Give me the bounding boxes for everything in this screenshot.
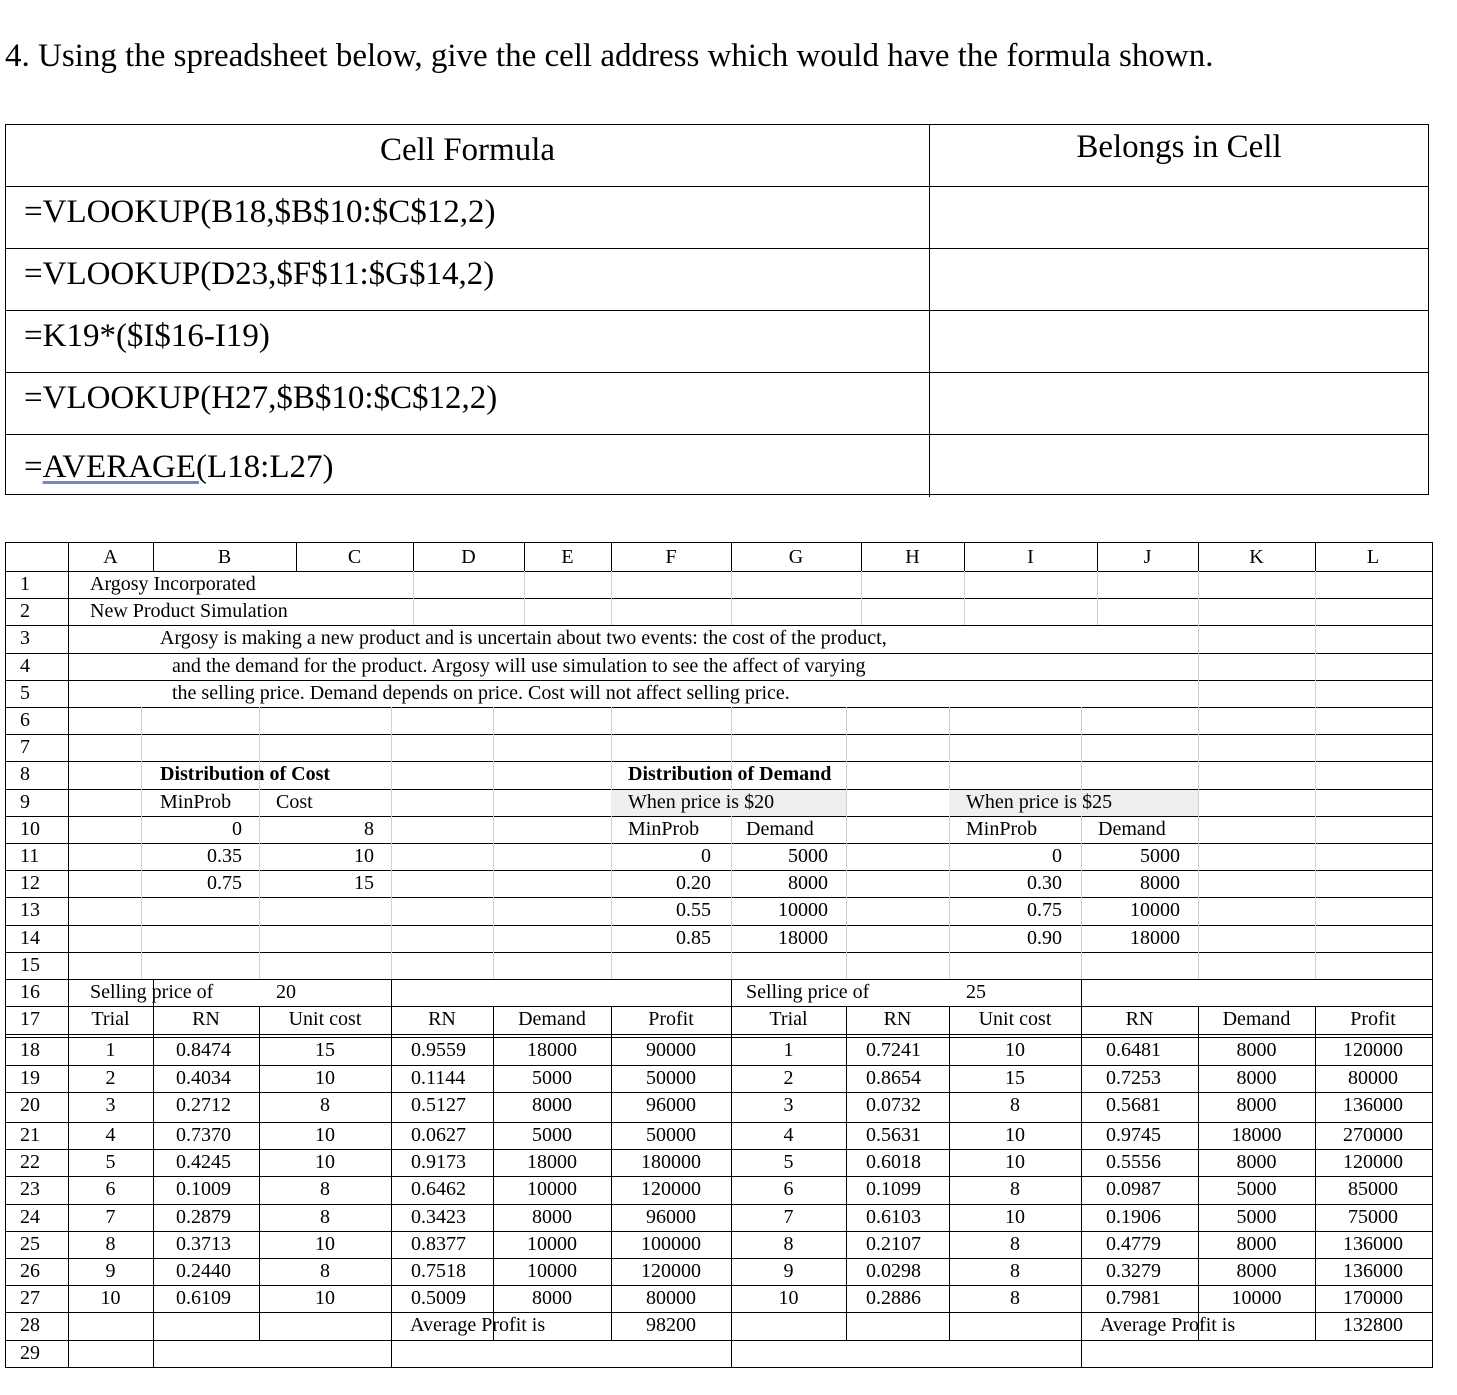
selling-price-value: 25 [966, 981, 986, 1003]
table-column-line [391, 1340, 392, 1368]
unit-cost: 8 [1010, 1287, 1020, 1310]
unit-cost: 10 [1005, 1124, 1025, 1146]
unit-cost: 8 [1010, 1260, 1020, 1282]
table-column-line [1081, 979, 1082, 1006]
grid-line [861, 571, 862, 625]
column-header-divider [1198, 543, 1199, 571]
column-header-c[interactable]: C [347, 546, 362, 568]
column-header-divider [524, 543, 525, 571]
demand: 5000 [1236, 1178, 1277, 1201]
answer-cell[interactable] [930, 249, 1428, 310]
demand: 8000 [1236, 1232, 1277, 1255]
trial-number: 5 [105, 1151, 116, 1174]
trial-number: 4 [783, 1124, 794, 1146]
trial-number: 4 [105, 1124, 116, 1146]
column-header-d[interactable]: D [461, 546, 476, 568]
column-header-divider [1097, 543, 1098, 571]
demand-value: 18000 [1130, 926, 1180, 949]
random-number: 0.9173 [411, 1151, 466, 1174]
random-number: 0.2886 [866, 1287, 921, 1310]
random-number: 0.3423 [411, 1205, 466, 1228]
table-column-line [153, 1340, 154, 1368]
header-cell-formula: Cell Formula [6, 125, 930, 186]
sim-column-header: Profit [648, 1008, 694, 1031]
trial-number: 3 [105, 1093, 116, 1116]
demand: 5000 [1236, 1205, 1277, 1228]
demand: 8000 [1236, 1260, 1277, 1282]
sheet-subtitle: New Product Simulation [90, 600, 288, 623]
average-profit-label: Average Profit is [410, 1314, 546, 1337]
selling-price-label: Selling price of [90, 981, 214, 1003]
unit-cost: 8 [320, 1260, 330, 1282]
row-number[interactable]: 23 [20, 1178, 40, 1201]
row-number[interactable]: 24 [20, 1205, 40, 1228]
profit: 85000 [1348, 1178, 1398, 1201]
unit-cost: 10 [1005, 1039, 1025, 1062]
row-number[interactable]: 4 [20, 654, 30, 677]
sim-column-header: Unit cost [978, 1008, 1052, 1031]
trial-number: 1 [783, 1039, 794, 1062]
grid-line [1198, 571, 1199, 625]
price-20-label: When price is $20 [628, 790, 775, 813]
grid-line [524, 571, 525, 625]
formula-text: =VLOOKUP(B18,$B$10:$C$12,2) [6, 187, 930, 248]
random-number: 0.5556 [1106, 1151, 1161, 1174]
unit-cost: 10 [315, 1287, 335, 1310]
random-number: 0.7253 [1106, 1066, 1161, 1089]
trial-number: 2 [783, 1066, 794, 1089]
average-profit-label: Average Profit is [1100, 1314, 1236, 1337]
row-number[interactable]: 19 [20, 1066, 40, 1089]
profit: 96000 [646, 1205, 696, 1228]
cost-value: 15 [354, 872, 374, 895]
sim-column-header: Trial [769, 1008, 808, 1031]
question-text: 4. Using the spreadsheet below, give the cell address which would have the formula shown. [5, 38, 1214, 74]
random-number: 0.8474 [176, 1039, 231, 1062]
row-number[interactable]: 9 [20, 790, 30, 813]
random-number: 0.3713 [176, 1232, 231, 1255]
formula-row [6, 187, 1428, 249]
average-profit-value: 98200 [646, 1314, 696, 1337]
column-header-k[interactable]: K [1249, 546, 1264, 568]
description-line: the selling price. Demand depends on price. Cost will not affect selling price. [172, 681, 790, 704]
random-number: 0.5681 [1106, 1093, 1161, 1116]
sim-column-header: RN [428, 1008, 456, 1031]
row-number[interactable]: 25 [20, 1232, 40, 1255]
column-label: Cost [276, 790, 313, 813]
column-header-a[interactable]: A [103, 546, 118, 568]
demand: 10000 [527, 1260, 577, 1282]
unit-cost: 10 [1005, 1205, 1025, 1228]
grid-line [1315, 571, 1316, 625]
row-number[interactable]: 18 [20, 1039, 40, 1062]
random-number: 0.9559 [411, 1039, 466, 1062]
unit-cost: 8 [320, 1093, 330, 1116]
description-line: Argosy is making a new product and is uncertain about two events: the cost of the product, [160, 627, 887, 650]
demand-value: 18000 [778, 926, 828, 949]
demand: 10000 [527, 1232, 577, 1255]
profit: 136000 [1343, 1093, 1403, 1116]
row-line [6, 734, 1432, 735]
trial-number: 10 [100, 1287, 121, 1310]
profit: 50000 [646, 1124, 696, 1146]
column-header-divider [296, 543, 297, 571]
random-number: 0.2712 [176, 1093, 231, 1116]
trial-number: 6 [783, 1178, 794, 1201]
cost-minprob-value: 0.75 [207, 872, 242, 895]
grid-line [141, 707, 142, 979]
header-belongs-in-cell: Belongs in Cell [1076, 129, 1282, 165]
random-number: 0.5631 [866, 1124, 921, 1146]
row-number[interactable]: 13 [20, 899, 40, 922]
cost-minprob-value: 0 [232, 817, 242, 840]
row-number[interactable]: 1 [20, 573, 30, 595]
profit: 120000 [641, 1260, 701, 1282]
row-number[interactable]: 20 [20, 1093, 40, 1116]
column-label: Demand [1098, 817, 1166, 840]
unit-cost: 8 [320, 1178, 330, 1201]
grid-line [1315, 625, 1316, 707]
table-column-line [391, 1006, 392, 1339]
random-number: 0.5127 [411, 1093, 466, 1116]
table-column-line [731, 1312, 732, 1368]
double-line [6, 1034, 1432, 1035]
profit: 180000 [641, 1151, 701, 1174]
sim-column-header: RN [883, 1008, 912, 1031]
demand-value: 8000 [1140, 872, 1180, 895]
random-number: 0.6018 [866, 1151, 921, 1174]
row-number[interactable]: 11 [20, 845, 40, 867]
demand: 8000 [532, 1205, 572, 1228]
demand-minprob-value: 0.75 [1027, 899, 1062, 922]
sim-column-header: Unit cost [288, 1008, 362, 1031]
row-line [6, 952, 1432, 953]
row-number[interactable]: 29 [20, 1341, 40, 1364]
demand-value: 10000 [1130, 899, 1180, 922]
formula-text: =K19*($I$16-I19) [6, 311, 930, 372]
demand: 8000 [1236, 1093, 1277, 1116]
demand: 18000 [1231, 1124, 1282, 1146]
sim-column-header: Demand [1222, 1008, 1291, 1031]
trial-number: 10 [778, 1287, 799, 1310]
trial-number: 5 [783, 1151, 794, 1174]
profit: 136000 [1343, 1232, 1403, 1255]
row-number[interactable]: 3 [20, 627, 30, 650]
unit-cost: 10 [315, 1151, 335, 1174]
demand: 5000 [532, 1066, 572, 1089]
trial-number: 7 [783, 1205, 794, 1228]
trial-number: 2 [105, 1066, 116, 1089]
unit-cost: 10 [315, 1066, 335, 1089]
trial-number: 6 [105, 1178, 116, 1201]
random-number: 0.1099 [866, 1178, 921, 1201]
profit: 75000 [1348, 1205, 1398, 1228]
row-number[interactable]: 28 [20, 1314, 40, 1337]
demand-value: 8000 [788, 872, 828, 895]
profit: 270000 [1343, 1124, 1403, 1146]
unit-cost: 15 [315, 1039, 335, 1062]
demand: 8000 [1236, 1151, 1277, 1174]
formula-text: =AVERAGE(L18:L27) [6, 435, 930, 497]
table-column-line [731, 979, 732, 1006]
row-number[interactable]: 12 [20, 872, 40, 895]
row-number[interactable]: 22 [20, 1151, 40, 1174]
demand-minprob-value: 0.85 [676, 926, 711, 949]
formula-table [5, 124, 1429, 495]
demand: 8000 [532, 1093, 572, 1116]
selling-price-value: 20 [276, 981, 296, 1003]
demand-value: 10000 [778, 899, 828, 922]
demand: 8000 [1236, 1066, 1277, 1089]
grid-line [413, 571, 414, 625]
random-number: 0.8654 [866, 1066, 921, 1089]
demand-value: 5000 [788, 845, 828, 867]
grid-line [493, 707, 494, 979]
row-number[interactable]: 2 [20, 600, 30, 623]
profit: 96000 [646, 1093, 696, 1116]
answer-cell[interactable] [930, 187, 1428, 248]
table-top-line [68, 979, 392, 980]
random-number: 0.4245 [176, 1151, 231, 1174]
grid-line [964, 571, 965, 625]
row-number[interactable]: 16 [20, 981, 40, 1003]
table-column-line [846, 1006, 847, 1339]
grid-line [1315, 707, 1316, 979]
random-number: 0.6462 [411, 1178, 466, 1201]
column-header-e[interactable]: E [561, 546, 574, 568]
demand-distribution-title: Distribution of Demand [628, 763, 832, 786]
grid-line [391, 707, 392, 979]
cost-minprob-value: 0.35 [207, 845, 242, 867]
random-number: 0.2107 [866, 1232, 921, 1255]
answer-cell[interactable] [930, 435, 1428, 497]
column-label: MinProb [628, 817, 700, 840]
profit: 90000 [646, 1039, 696, 1062]
sim-column-header: RN [192, 1008, 220, 1031]
demand: 8000 [532, 1287, 572, 1310]
profit: 136000 [1343, 1260, 1403, 1282]
random-number: 0.0298 [866, 1260, 921, 1282]
column-label: MinProb [160, 790, 232, 813]
column-header-divider [731, 543, 732, 571]
random-number: 0.6481 [1106, 1039, 1161, 1062]
profit: 80000 [646, 1287, 696, 1310]
profit: 170000 [1343, 1287, 1403, 1310]
row-number[interactable]: 14 [20, 926, 40, 949]
demand: 10000 [527, 1178, 577, 1201]
demand-value: 5000 [1140, 845, 1180, 867]
demand-minprob-value: 0.90 [1027, 926, 1062, 949]
sim-column-header: RN [1125, 1008, 1154, 1031]
demand-minprob-value: 0.55 [676, 899, 711, 922]
cost-value: 10 [354, 845, 374, 867]
unit-cost: 10 [315, 1124, 335, 1146]
trial-number: 8 [105, 1232, 116, 1255]
formula-row [6, 311, 1428, 373]
random-number: 0.1906 [1106, 1205, 1161, 1228]
column-header-f[interactable]: F [665, 546, 677, 568]
trial-number: 3 [783, 1093, 794, 1116]
row-number[interactable]: 5 [20, 681, 30, 704]
random-number: 0.3279 [1106, 1260, 1161, 1282]
profit: 120000 [641, 1178, 701, 1201]
grid-line [259, 707, 260, 979]
profit: 80000 [1348, 1066, 1398, 1089]
random-number: 0.4779 [1106, 1232, 1161, 1255]
demand: 18000 [527, 1151, 577, 1174]
random-number: 0.0987 [1106, 1178, 1161, 1201]
random-number: 0.5009 [411, 1287, 466, 1310]
random-number: 0.7981 [1106, 1287, 1161, 1310]
column-header-h[interactable]: H [905, 546, 920, 568]
random-number: 0.2879 [176, 1205, 231, 1228]
grid-line [611, 571, 612, 625]
random-number: 0.2440 [176, 1260, 231, 1282]
demand-minprob-value: 0.30 [1027, 872, 1062, 895]
row-number[interactable]: 17 [20, 1008, 40, 1031]
formula-row [6, 435, 1428, 497]
trial-number: 1 [105, 1039, 116, 1062]
row-number[interactable]: 6 [20, 709, 30, 731]
formula-row [6, 373, 1428, 435]
sheet-title: Argosy Incorporated [90, 573, 256, 595]
random-number: 0.7241 [866, 1039, 921, 1062]
table-column-line [391, 979, 392, 1006]
column-header-l[interactable]: L [1366, 546, 1380, 568]
demand: 18000 [527, 1039, 577, 1062]
column-header-divider [153, 543, 154, 571]
column-label: Demand [746, 817, 814, 840]
formula-row [6, 249, 1428, 311]
average-profit-value: 132800 [1343, 1314, 1403, 1337]
column-header-b[interactable]: B [217, 546, 232, 568]
random-number: 0.7518 [411, 1260, 466, 1282]
grid-line [1198, 625, 1199, 707]
random-number: 0.0627 [411, 1124, 466, 1146]
profit: 120000 [1343, 1039, 1403, 1062]
row-number[interactable]: 8 [20, 763, 30, 786]
spreadsheet [5, 542, 1433, 1368]
grid-line [731, 571, 732, 625]
column-label: MinProb [966, 817, 1038, 840]
column-header-j[interactable]: J [1143, 546, 1152, 568]
demand: 10000 [1231, 1287, 1282, 1310]
table-column-line [1081, 1312, 1082, 1368]
unit-cost: 8 [1010, 1093, 1020, 1116]
row-line [6, 707, 1432, 708]
formula-table-header [6, 125, 1428, 187]
demand: 5000 [532, 1124, 572, 1146]
sim-column-header: Trial [91, 1008, 130, 1031]
demand-minprob-value: 0.20 [676, 872, 711, 895]
unit-cost: 8 [1010, 1178, 1020, 1201]
unit-cost: 8 [320, 1205, 330, 1228]
grid-line [1097, 571, 1098, 625]
row-line [6, 1340, 1432, 1341]
formula-text: =VLOOKUP(D23,$F$11:$G$14,2) [6, 249, 930, 310]
sim-column-header: Demand [518, 1008, 586, 1031]
row-number[interactable]: 10 [20, 817, 40, 840]
grid-line [1198, 707, 1199, 979]
profit: 50000 [646, 1066, 696, 1089]
random-number: 0.6109 [176, 1287, 231, 1310]
random-number: 0.9745 [1106, 1124, 1161, 1146]
random-number: 0.4034 [176, 1066, 231, 1089]
unit-cost: 15 [1005, 1066, 1025, 1089]
unit-cost: 10 [315, 1232, 335, 1255]
profit: 100000 [641, 1232, 701, 1255]
grid-line [846, 707, 847, 979]
trial-number: 9 [783, 1260, 794, 1282]
answer-cell[interactable] [930, 311, 1428, 372]
table-column-line [153, 1006, 154, 1339]
random-number: 0.7370 [176, 1124, 231, 1146]
description-line: and the demand for the product. Argosy will use simulation to see the affect of varying [172, 654, 866, 677]
cost-distribution-title: Distribution of Cost [160, 763, 331, 786]
column-header-divider [611, 543, 612, 571]
selling-price-label: Selling price of [746, 981, 870, 1003]
answer-cell[interactable] [930, 373, 1428, 434]
random-number: 0.1009 [176, 1178, 231, 1201]
column-header-g[interactable]: G [788, 546, 804, 568]
random-number: 0.0732 [866, 1093, 921, 1116]
formula-text: =VLOOKUP(H27,$B$10:$C$12,2) [6, 373, 930, 434]
profit: 120000 [1343, 1151, 1403, 1174]
sim-column-header: Profit [1350, 1008, 1396, 1031]
table-top-line [731, 979, 1082, 980]
column-header-divider [964, 543, 965, 571]
row-number[interactable]: 26 [20, 1260, 40, 1282]
row-number[interactable]: 21 [20, 1124, 40, 1146]
cost-value: 8 [364, 817, 374, 840]
demand-minprob-value: 0 [701, 845, 711, 867]
trial-number: 8 [783, 1232, 794, 1255]
random-number: 0.6103 [866, 1205, 921, 1228]
random-number: 0.8377 [411, 1232, 466, 1255]
table-column-line [1081, 1006, 1082, 1339]
row-number[interactable]: 7 [20, 736, 30, 759]
row-number[interactable]: 15 [20, 953, 40, 976]
average-function-link: AVERAGE( [42, 449, 208, 485]
trial-number: 7 [105, 1205, 116, 1228]
demand: 8000 [1236, 1039, 1277, 1062]
column-header-divider [861, 543, 862, 571]
unit-cost: 10 [1005, 1151, 1025, 1174]
demand-minprob-value: 0 [1052, 845, 1062, 867]
column-header-i[interactable]: I [1027, 546, 1034, 568]
price-25-label: When price is $25 [966, 790, 1113, 813]
column-header-divider [1315, 543, 1316, 571]
row-number[interactable]: 27 [20, 1287, 40, 1310]
random-number: 0.1144 [411, 1066, 466, 1089]
trial-number: 9 [105, 1260, 116, 1282]
unit-cost: 8 [1010, 1232, 1020, 1255]
column-header-divider [413, 543, 414, 571]
